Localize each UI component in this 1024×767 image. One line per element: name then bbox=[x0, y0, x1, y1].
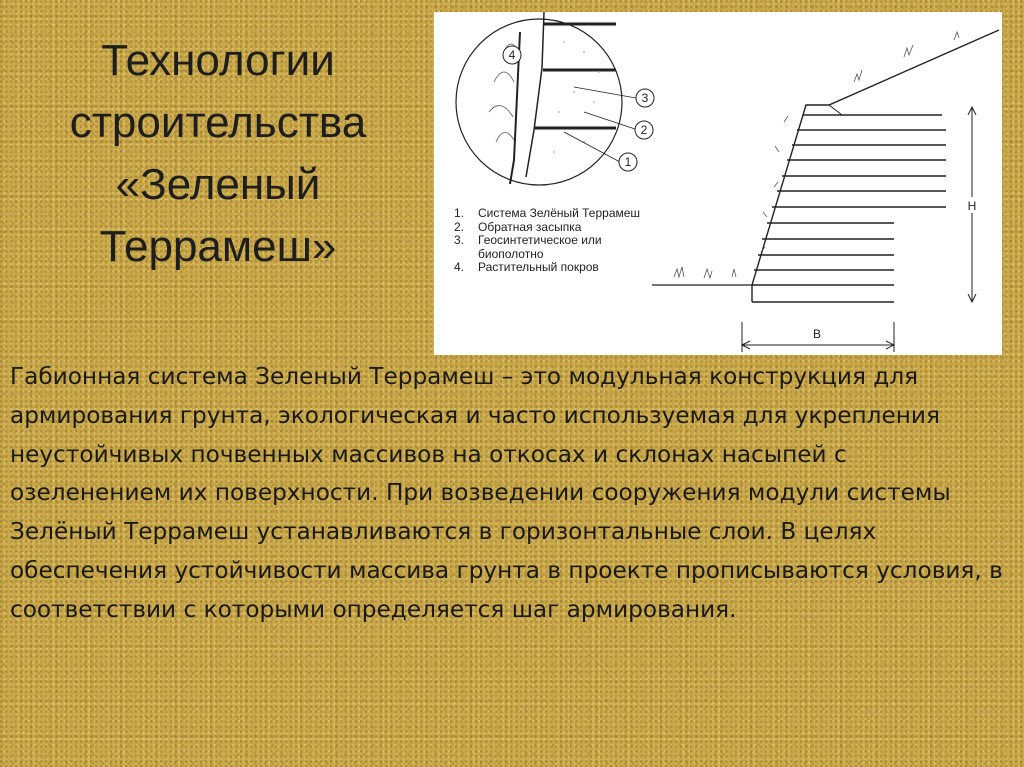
legend-item: 3. Геосинтетическое или биополотно bbox=[454, 233, 602, 261]
legend-item: 4. Растительный покров bbox=[454, 260, 599, 274]
dimension-b: B bbox=[812, 327, 822, 341]
diagram-legend bbox=[454, 207, 644, 275]
svg-text:2: 2 bbox=[640, 123, 648, 137]
terramesh-diagram bbox=[434, 12, 1002, 355]
callout-4 bbox=[503, 46, 521, 64]
callout-1 bbox=[564, 132, 637, 171]
body-text: Габионная система Зеленый Террамеш – это модульная конструкция для армирования грунта, экологическая и часто используемая для укрепления неустойчивых почвенных массивов на откосах и склонах насыпей с озеленением их поверхности. При возведении сооружения модули системы Зелёный Террамеш устанавливаются в горизонтальные слои. В целях обеспечения устойчивости массива грунта в проекте прописываются условия, в соответствии с которыми определяется шаг армирования. bbox=[10, 363, 1003, 623]
slide-title: Технологии строительства «Зеленый Террамеш» bbox=[69, 36, 367, 271]
cross-section bbox=[652, 30, 999, 352]
svg-text:3: 3 bbox=[641, 91, 649, 105]
svg-text:1: 1 bbox=[624, 155, 632, 169]
detail-circle bbox=[456, 12, 622, 185]
dimension-h: H bbox=[967, 199, 977, 213]
legend-item: 1. Система Зелёный Террамеш bbox=[454, 206, 641, 220]
callout-3 bbox=[574, 87, 654, 107]
svg-text:4: 4 bbox=[508, 48, 516, 62]
legend-item: 2. Обратная засыпка bbox=[454, 219, 582, 234]
